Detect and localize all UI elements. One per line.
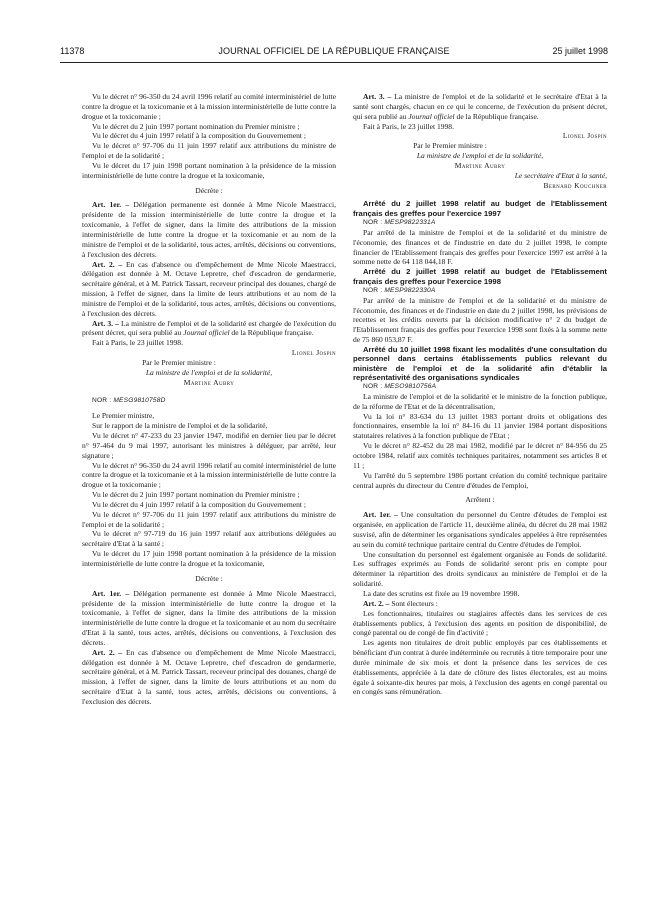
- article-2: [353, 599, 607, 609]
- visa: Vu le décret n° 97-719 du 16 juin 1997 relatif aux attributions déléguées au secrétaire d'Etat à la santé ;: [82, 529, 336, 549]
- article-text: La ministre de l'emploi et de la solidarité est chargée de l'exécution du présent décret, qui sera publié au: [82, 318, 336, 338]
- paragraph: Une consultation du personnel est également organisée au Fonds de solidarité. Les suffrages exprimés au Fonds de solidarité seront pris en compte pour déterminer la répartition des droits syndicaux au ministère de l'emploi et de la solidarité.: [353, 549, 607, 589]
- signatory-name: Bernard Kouchner: [543, 180, 607, 190]
- visa: Vu le décret n° 96-350 du 24 avril 1996 relatif au comité interministériel de lutte contre la drogue et la toxicomanie et à la mission interministérielle de lutte contre la drogue et la toxicomanie ;: [82, 92, 336, 121]
- signatory-role: La ministre de l'emploi et de la solidarité,: [416, 151, 544, 161]
- nor-reference: NOR : MESG9810758D: [92, 397, 166, 405]
- article-text: Sont électeurs :: [391, 598, 438, 608]
- visa: Vu le décret du 2 juin 1997 portant nomination du Premier ministre ;: [92, 121, 300, 131]
- arretent-heading: Arrêtent :: [465, 495, 495, 505]
- article-2: [82, 648, 336, 707]
- signature-place-date: Fait à Paris, le 23 juillet 1998.: [363, 121, 454, 131]
- visa: Vu le décret n° 96-350 du 24 avril 1996 relatif au comité interministériel de lutte contre la drogue et la toxicomanie et à la mission interministérielle de lutte contre la drogue et la toxicomanie ;: [82, 460, 336, 490]
- article-text: En cas d'absence ou d'empêchement de Mme Nicole Maestracci, délégation est donnée à M. Octave Lepretre, chef d'escadron de gendarmerie, secrétaire général, et à M. Patrick Tassart, receveur principal des douanes, chargé de mission, à l'effet de signer, dans la limite de leurs attributions et au nom de la ministre de l'emploi et de la solidarité, tous actes, arrêtés, décisions ou conventions, à l'exclusion des décrets.: [82, 259, 336, 318]
- arrete-body: Par arrêté de la ministre de l'emploi et de la solidarité et du ministre de l'économie, des finances et de l'industrie en date du 2 juillet 1998, les prévisions de recettes et les crédits ouverts par la décision modificative n° 2 du budget de l'Etablissement français des greffes pour l'exercice 1998 sont fixés à la somme nette de 75 860 053,87 F.: [353, 295, 607, 345]
- article-text: Une consultation du personnel du Centre d'études de l'emploi est organisée, en application de l'article 11, deuxième alinéa, du décret du 28 mai 1982 susvisé, afin de déterminer les organisations syndicales appelées à être représentées au sein du comité technique paritaire central du Centre d'études de l'emploi.: [353, 510, 607, 549]
- signatory-role: Le secrétaire d'Etat à la santé,: [514, 170, 607, 180]
- article-label: Art. 2. –: [363, 598, 390, 608]
- article-label: Art. 2. –: [92, 647, 123, 657]
- visa: Vu le décret du 4 juin 1997 relatif à la composition du Gouvernement ;: [92, 499, 306, 509]
- visa: Vu le décret n° 82-452 du 28 mai 1982, modifié par le décret n° 84-956 du 25 octobre 1984, relatif aux comités techniques paritaires, notamment ses articles 8 et 11 ;: [353, 441, 607, 470]
- article-text: Délégation permanente est donnée à Mme Nicole Maestracci, présidente de la mission interministérielle de lutte contre la drogue et la toxicomanie, à l'effet de signer, dans la limite des attributions de la mission interministérielle de lutte contre la drogue et la toxicomanie et au nom du secrétaire d'Etat à la santé, tous actes, arrêtés, décisions ou conventions, à l'exclusion des décrets.: [82, 588, 336, 647]
- article-label: Art. 2. –: [92, 259, 123, 269]
- visa: Vu le décret du 4 juin 1997 relatif à la composition du Gouvernement ;: [92, 131, 306, 141]
- visa: Vu le décret du 17 juin 1998 portant nomination à la présidence de la mission interministérielle de lutte contre la drogue et la toxicomanie,: [82, 549, 336, 568]
- article-3: Art. 3. – La ministre de l'emploi et de la solidarité est chargée de l'exécution du présent décret, qui sera publié au Journal officiel de la République française.: [82, 318, 336, 338]
- visa: Vu la loi n° 83-634 du 13 juillet 1983 portant droits et obligations des fonctionnaires, ensemble la loi n° 84-16 du 11 janvier 1984 portant dispositions statutaires relatives à la fonction publique de l'Etat ;: [353, 411, 607, 441]
- paragraph: Les fonctionnaires, titulaires ou stagiaires affectés dans les services de ces établissements publics, à l'exclusion des agents en position de disponibilité, de congé parental ou de congé de fin d'activité ;: [353, 608, 607, 638]
- signatory-role: Par le Premier ministre :: [413, 141, 487, 151]
- article-2: [82, 260, 336, 319]
- decrete-heading: Décrète :: [195, 185, 223, 195]
- preamble: Le Premier ministre,: [92, 411, 155, 421]
- signatory-name: Martine Aubry: [454, 160, 506, 170]
- visa: Vu le décret du 17 juin 1998 portant nomination à la présidence de la mission interministérielle de lutte contre la drogue et la toxicomanie,: [82, 160, 336, 180]
- visa: Vu le décret n° 97-706 du 11 juin 1997 relatif aux attributions du ministre de l'emploi et de la solidarité ;: [82, 141, 336, 161]
- arrete-title: Arrêté du 2 juillet 1998 relatif au budget de l'Etablissement français des greffes pour l'exercice 1997: [353, 199, 607, 218]
- right-column: [353, 92, 607, 697]
- journal-name: Journal officiel: [183, 328, 230, 338]
- article-1: [353, 510, 607, 549]
- article-1: [82, 589, 336, 648]
- article-label: Art. 1er. –: [92, 200, 130, 210]
- header-rule: [60, 62, 608, 63]
- article-label: Art. 1er. –: [363, 510, 398, 520]
- paragraph: Les agents non titulaires de droit public employés par ces établissements et bénéficiant d'un contrat à durée indéterminée ou recrutés à titre temporaire pour une durée minimale de six mois et dont la présence dans les services de ces établissements, appréciée à la date de clôture des listes électorales, est au moins égale à soixante-dix heures par mois, à l'exclusion des agents en congé parental ou en congés sans rémunération.: [353, 638, 607, 697]
- article-text: En cas d'absence ou d'empêchement de Mme Nicole Maestracci, délégation est donnée à M. Octave Lepretre, chef d'escadron de gendarmerie, secrétaire général, et à M. Patrick Tassart, receveur principal des douanes, chargé de mission, à l'effet de signer, dans la limite de leurs attributions et au nom du secrétaire d'Etat à la santé, tous actes, arrêtés, décisions ou conventions, à l'exclusion des décrets.: [82, 647, 336, 706]
- page-header: [60, 46, 608, 60]
- article-1: [82, 200, 336, 259]
- signatory-role: La ministre de l'emploi et de la solidarité,: [145, 367, 273, 377]
- visa: Vu l'arrêté du 5 septembre 1986 portant création du comité technique paritaire central auprès du directeur du Centre d'études de l'emploi,: [353, 470, 607, 490]
- article-label: Art. 3. –: [363, 92, 392, 101]
- decrete-heading: Décrète :: [195, 573, 223, 583]
- visa: Vu le décret n° 47-233 du 23 janvier 1947, modifié en dernier lieu par le décret n° 97-464 du 9 mai 1997, autorisant les ministres à déléguer, par arrêté, leur signature ;: [82, 431, 336, 460]
- signature-place-date: Fait à Paris, le 23 juillet 1998.: [92, 338, 183, 348]
- nor-reference: NOR : MESP9822331A: [363, 219, 436, 227]
- visa: Sur le rapport de la ministre de l'emploi et de la solidarité,: [92, 421, 268, 431]
- issue-date: 25 juillet 1998: [552, 46, 608, 56]
- article-3: Art. 3. – La ministre de l'emploi et de la solidarité et le secrétaire d'Etat à la santé sont chargés, chacun en ce qui le concerne, de l'exécution du présent décret, qui sera publié au Journal officiel de la République française.: [353, 92, 607, 121]
- visa: Vu le décret du 2 juin 1997 portant nomination du Premier ministre ;: [92, 490, 300, 500]
- visa: Vu le décret n° 97-706 du 11 juin 1997 relatif aux attributions du ministre de l'emploi et de la solidarité ;: [82, 509, 336, 529]
- arrete-title: Arrêté du 2 juillet 1998 relatif au budget de l'Etablissement français des greffes pour l'exercice 1998: [353, 267, 607, 286]
- signatory-name: Martine Aubry: [183, 377, 235, 387]
- signatory-name: Lionel Jospin: [291, 348, 336, 358]
- signatory-name: Lionel Jospin: [562, 131, 607, 141]
- journal-title: JOURNAL OFFICIEL DE LA RÉPUBLIQUE FRANÇAISE: [218, 46, 450, 56]
- article-label: Art. 1er. –: [92, 588, 130, 598]
- preamble: La ministre de l'emploi et de la solidarité et le ministre de la fonction publique, de la réforme de l'Etat et de la décentralisation,: [353, 391, 607, 411]
- nor-reference: NOR : MESO9810756A: [363, 383, 437, 391]
- arrete-title: Arrêté du 10 juillet 1998 fixant les modalités d'une consultation du personnel dans certains établissements publics relevant du ministère de l'emploi et de la solidarité afin d'établir la représentativité des organisations syndicales: [353, 344, 607, 382]
- page-number: 11378: [60, 46, 85, 56]
- arrete-body: Par arrêté de la ministre de l'emploi et de la solidarité et du ministre de l'économie, des finances et de l'industrie en date du 2 juillet 1998, le compte financier de l'Etablissement français des greffes pour l'exercice 1997 est arrêté à la somme nette de 64 118 044,18 F.: [353, 227, 607, 267]
- journal-name: Journal officiel: [408, 111, 455, 121]
- article-text: La ministre de l'emploi et de la solidarité et le secrétaire d'Etat à la santé sont chargés, chacun en ce qui le concerne, de l'exécution du présent décret, qui sera publié au: [353, 92, 607, 121]
- article-text: Délégation permanente est donnée à Mme Nicole Maestracci, présidente de la mission interministérielle de lutte contre la drogue et la toxicomanie, à l'effet de signer, dans la limite des attributions de la mission interministérielle de lutte contre la drogue et la toxicomanie et au nom de la ministre de l'emploi et de la solidarité, tous actes, arrêtés, décisions ou conventions, à l'exclusion des décrets.: [82, 200, 336, 259]
- signatory-role: Par le Premier ministre :: [142, 357, 216, 367]
- nor-reference: NOR : MESP9822330A: [363, 286, 436, 294]
- left-column: [82, 92, 336, 707]
- article-label: Art. 3. –: [92, 318, 119, 328]
- paragraph: La date des scrutins est fixée au 19 novembre 1998.: [363, 588, 520, 598]
